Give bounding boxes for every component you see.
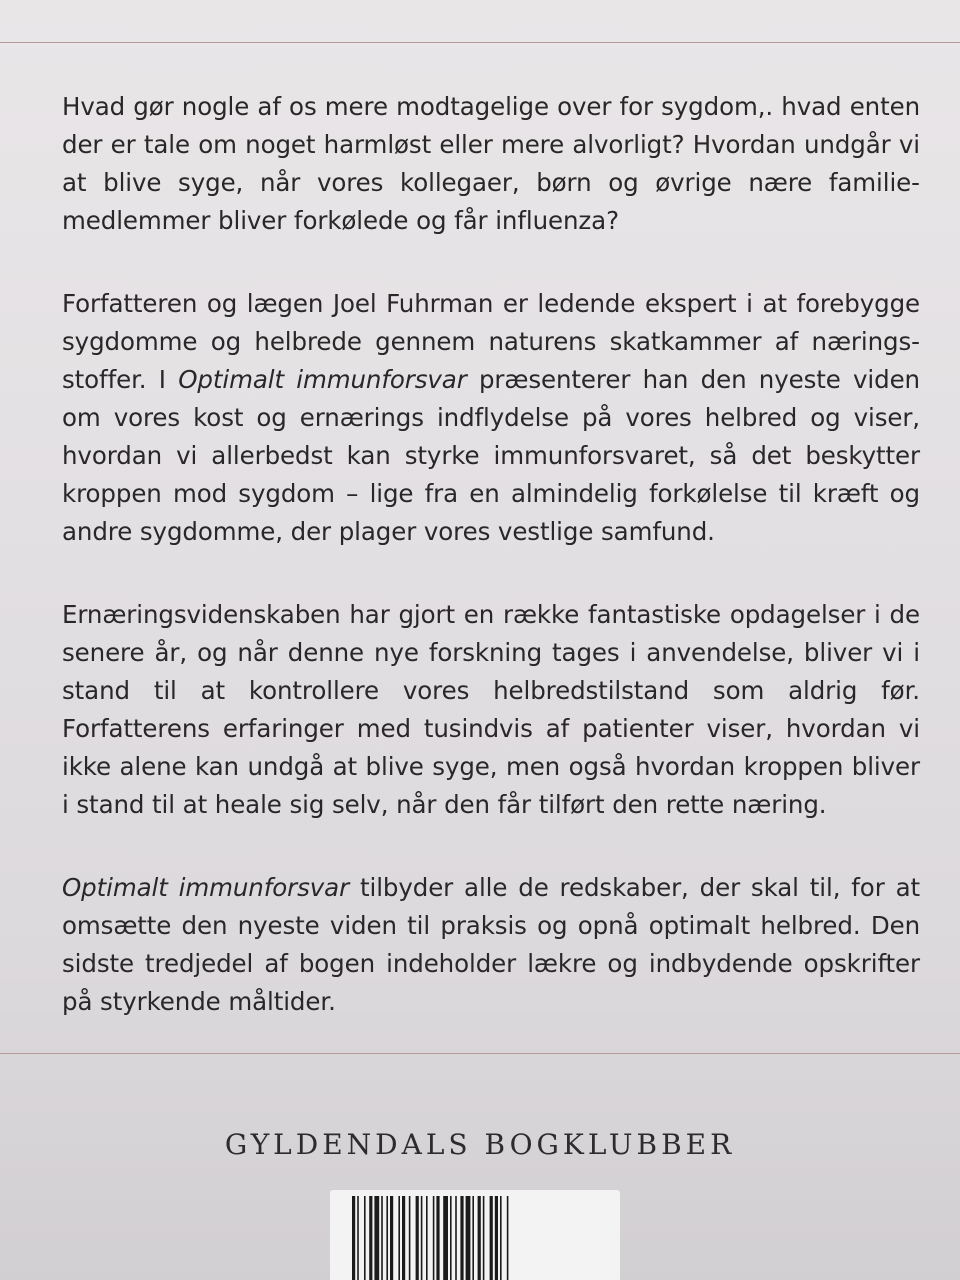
- barcode-bar: [386, 1196, 388, 1280]
- barcode-bar: [374, 1196, 379, 1280]
- barcode-bar: [450, 1196, 452, 1280]
- barcode-bar: [466, 1196, 471, 1280]
- isbn-barcode: [330, 1190, 620, 1280]
- publisher-imprint: GYLDENDALS BOGKLUBBER: [224, 1128, 736, 1161]
- barcode-bar: [416, 1196, 419, 1280]
- barcode-bar: [390, 1196, 393, 1280]
- book-title-italic: Optimalt immunforsvar: [62, 873, 350, 902]
- blurb-text: tilbyder alle de redskaber, der skal til, for at omsætte den nyeste viden til praksis og opnå optimalt helbred. Den sidste tredjedel af bogen indeholder lækre og indbydende opskrifter på styrkende måltider.: [62, 873, 920, 1016]
- barcode-bar: [443, 1196, 448, 1280]
- barcode-bar: [352, 1196, 355, 1280]
- blurb-paragraph-3: [62, 596, 920, 824]
- blurb-paragraph-4: [62, 869, 920, 1021]
- barcode-bar: [490, 1196, 493, 1280]
- blurb-paragraph-1: [62, 88, 920, 240]
- barcode-bar: [483, 1196, 485, 1280]
- barcode-bar: [364, 1196, 366, 1280]
- barcode-bar: [426, 1196, 428, 1280]
- blurb-text: Forfatteren og lægen Joel Fuhrman er ledende ekspert i at forebygge sygdomme og helbrede gennem naturens skatkammer af næringsstoffer. I: [62, 289, 920, 394]
- barcode-bar: [409, 1196, 411, 1280]
- barcode-bar: [357, 1196, 359, 1280]
- barcode-bar: [460, 1196, 463, 1280]
- blurb-text: Ernæringsvidenskaben har gjort en række fantastiske opdagelser i de senere år, og når denne nye forskning tages i anvendelse, bliver vi i stand til at kontrollere vores helbredstilstand som aldrig før. Forfatterens erfaringer med tusindvis af patienter viser, hvordan vi ikke alene kan undgå at blive syge, men også hvordan kroppen bliver i stand til at heale sig selv, når den får tilført den rette næring.: [62, 600, 920, 819]
- book-title-italic: Optimalt immunforsvar: [178, 365, 467, 394]
- blurb-paragraph-2: [62, 285, 920, 551]
- barcode-bar: [421, 1196, 423, 1280]
- barcode-bar: [500, 1196, 502, 1280]
- barcode-bar: [369, 1196, 372, 1280]
- back-cover-blurb: [62, 88, 920, 1066]
- blurb-text: Hvad gør nogle af os mere modtagelige over for sygdom,. hvad enten der er tale om noget harmløst eller mere alvorligt? Hvordan undgår vi at blive syge, når vores kollegaer, børn og øvrige nære familiemedlemmer bliver forkølede og får influenza?: [62, 92, 920, 235]
- barcode-bar: [495, 1196, 498, 1280]
- barcode-bar: [478, 1196, 481, 1280]
- barcode-bar: [398, 1196, 400, 1280]
- barcode-bar: [507, 1196, 509, 1280]
- barcode-bar: [472, 1196, 474, 1280]
- barcode-bar: [436, 1196, 439, 1280]
- bottom-divider: [0, 1053, 960, 1054]
- blurb-text: præsenterer han den nyeste viden om vores kost og ernærings indflydelse på vores helbred og viser, hvordan vi allerbedst kan styrke immunforsvaret, så det beskytter kroppen mod sygdom – lige fra en almindelig forkølelse til kræft og andre sygdomme, der plager vores vestlige samfund.: [62, 365, 920, 546]
- barcode-bar: [381, 1196, 383, 1280]
- barcode-bar: [402, 1196, 405, 1280]
- top-divider: [0, 42, 960, 43]
- barcode-graphic: [352, 1196, 598, 1280]
- barcode-bar: [455, 1196, 457, 1280]
- barcode-bar: [433, 1196, 435, 1280]
